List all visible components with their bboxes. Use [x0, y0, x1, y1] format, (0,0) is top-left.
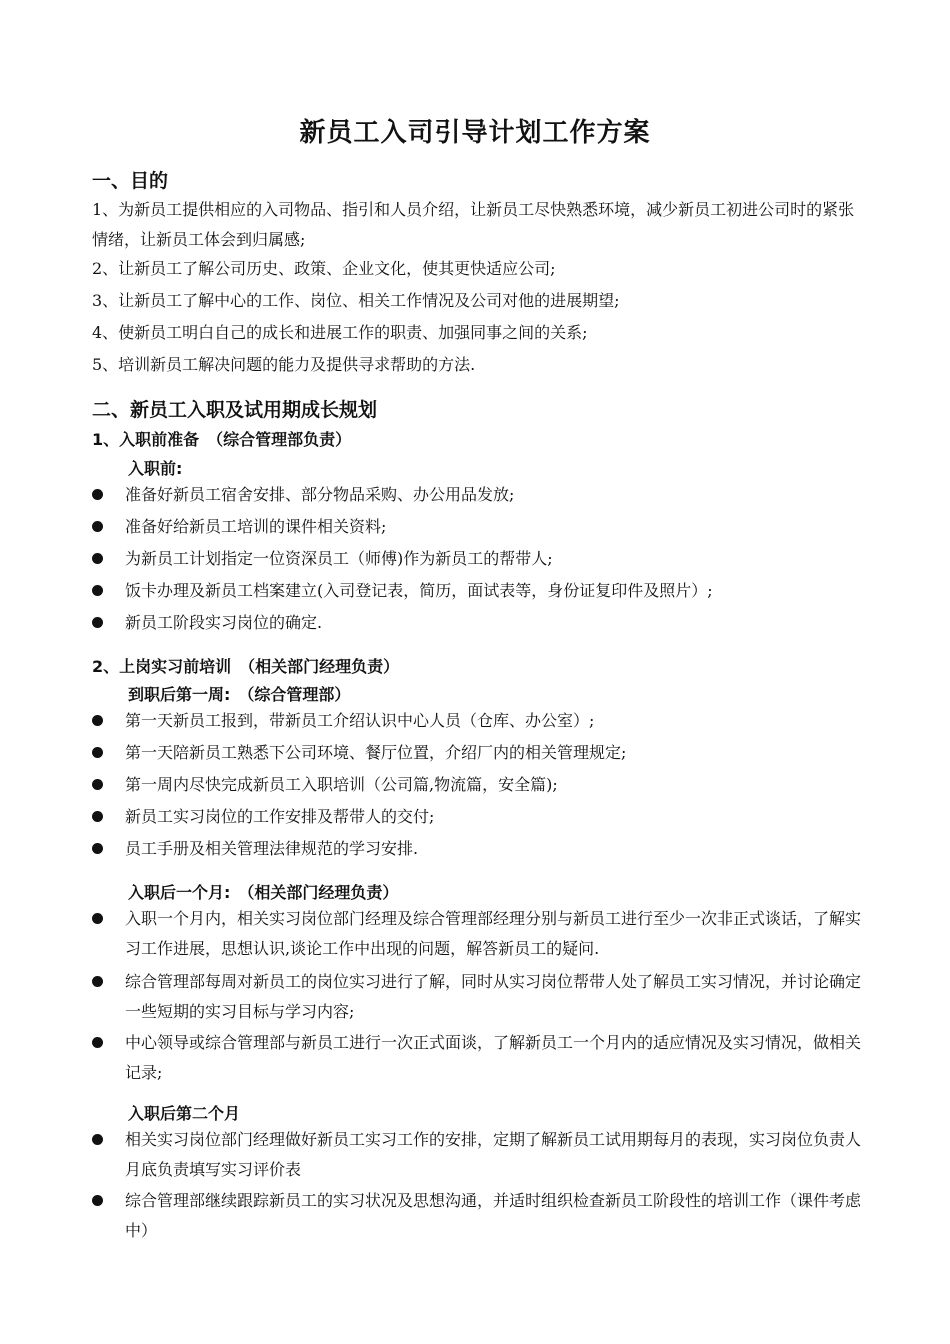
list-item: [92, 1125, 882, 1185]
subsection-heading-preboarding: 1、入职前准备 （综合管理部负责）: [92, 430, 352, 449]
list-item-text: 中心领导或综合管理部与新员工进行一次正式面谈，了解新员工一个月内的适应情况及实习情况，做相关记录;: [125, 1033, 862, 1082]
list-item-text: 新员工实习岗位的工作安排及帮带人的交付;: [125, 807, 435, 826]
list-item-text: 员工手册及相关管理法律规范的学习安排.: [125, 839, 419, 858]
list-item-text: 为新员工计划指定一位资深员工（师傅)作为新员工的帮带人;: [125, 549, 553, 568]
list-item-text: 第一天新员工报到，带新员工介绍认识中心人员（仓库、办公室）;: [125, 711, 595, 730]
list-item: [92, 802, 882, 832]
list-item: [92, 1028, 882, 1088]
list-item-text: 入职一个月内，相关实习岗位部门经理及综合管理部经理分别与新员工进行至少一次非正式谈话，了解实习工作进展，思想认识,谈论工作中出现的问题，解答新员工的疑问.: [125, 909, 862, 958]
list-item: [92, 1186, 882, 1246]
list-item: [92, 706, 882, 736]
list-item: [92, 544, 882, 574]
list-item-text: 新员工阶段实习岗位的确定.: [125, 613, 323, 632]
bullet-icon: [92, 521, 103, 532]
list-item: [92, 608, 882, 638]
purpose-item-4: 4、使新员工明白自己的成长和进展工作的职责、加强同事之间的关系;: [92, 323, 588, 342]
list-item-text: 准备好新员工宿舍安排、部分物品采购、办公用品发放;: [125, 485, 515, 504]
bullet-icon: [92, 976, 103, 987]
list-item: [92, 738, 882, 768]
list-item-text: 相关实习岗位部门经理做好新员工实习工作的安排，定期了解新员工试用期每月的表现，实习岗位负责人月底负责填写实习评价表: [125, 1130, 862, 1179]
section-heading-purpose: 一、目的: [92, 170, 169, 192]
list-item-text: 准备好给新员工培训的课件相关资料;: [125, 517, 387, 536]
week1-label: 到职后第一周: （综合管理部）: [128, 685, 351, 704]
list-item: [92, 904, 882, 964]
bullet-icon: [92, 553, 103, 564]
list-item: [92, 480, 882, 510]
bullet-icon: [92, 843, 103, 854]
section-heading-growth-plan: 二、新员工入职及试用期成长规划: [92, 399, 378, 421]
list-item: [92, 770, 882, 800]
list-item: [92, 576, 882, 606]
bullet-icon: [92, 1037, 103, 1048]
bullet-icon: [92, 489, 103, 500]
bullet-icon: [92, 715, 103, 726]
preboarding-label: 入职前:: [128, 459, 183, 478]
purpose-item-2: 2、让新员工了解公司历史、政策、企业文化，使其更快适应公司;: [92, 259, 556, 278]
bullet-icon: [92, 913, 103, 924]
month2-label: 入职后第二个月: [128, 1104, 241, 1123]
list-item: [92, 834, 882, 864]
list-item-text: 综合管理部每周对新员工的岗位实习进行了解，同时从实习岗位帮带人处了解员工实习情况，并讨论确定一些短期的实习目标与学习内容;: [125, 972, 862, 1021]
list-item: [92, 967, 882, 1027]
bullet-icon: [92, 1195, 103, 1206]
bullet-icon: [92, 617, 103, 628]
list-item-text: 饭卡办理及新员工档案建立(入司登记表，简历，面试表等，身份证复印件及照片）;: [125, 581, 713, 600]
bullet-icon: [92, 1134, 103, 1145]
month1-label: 入职后一个月: （相关部门经理负责）: [128, 883, 399, 902]
document-title: 新员工入司引导计划工作方案: [299, 118, 651, 148]
purpose-item-1: 1、为新员工提供相应的入司物品、指引和人员介绍，让新员工尽快熟悉环境，减少新员工初进公司时的紧张情绪，让新员工体会到归属感;: [92, 200, 855, 249]
purpose-item-3: 3、让新员工了解中心的工作、岗位、相关工作情况及公司对他的进展期望;: [92, 291, 620, 310]
purpose-item-5: 5、培训新员工解决问题的能力及提供寻求帮助的方法.: [92, 355, 476, 374]
list-item: [92, 512, 882, 542]
bullet-icon: [92, 585, 103, 596]
subsection-heading-pre-job-training: 2、上岗实习前培训 （相关部门经理负责）: [92, 657, 400, 676]
list-item-text: 第一周内尽快完成新员工入职培训（公司篇,物流篇，安全篇);: [125, 775, 558, 794]
list-item-text: 综合管理部继续跟踪新员工的实习状况及思想沟通，并适时组织检查新员工阶段性的培训工作（课件考虑中）: [125, 1191, 862, 1240]
bullet-icon: [92, 811, 103, 822]
bullet-icon: [92, 747, 103, 758]
bullet-icon: [92, 779, 103, 790]
list-item-text: 第一天陪新员工熟悉下公司环境、餐厅位置，介绍厂内的相关管理规定;: [125, 743, 627, 762]
